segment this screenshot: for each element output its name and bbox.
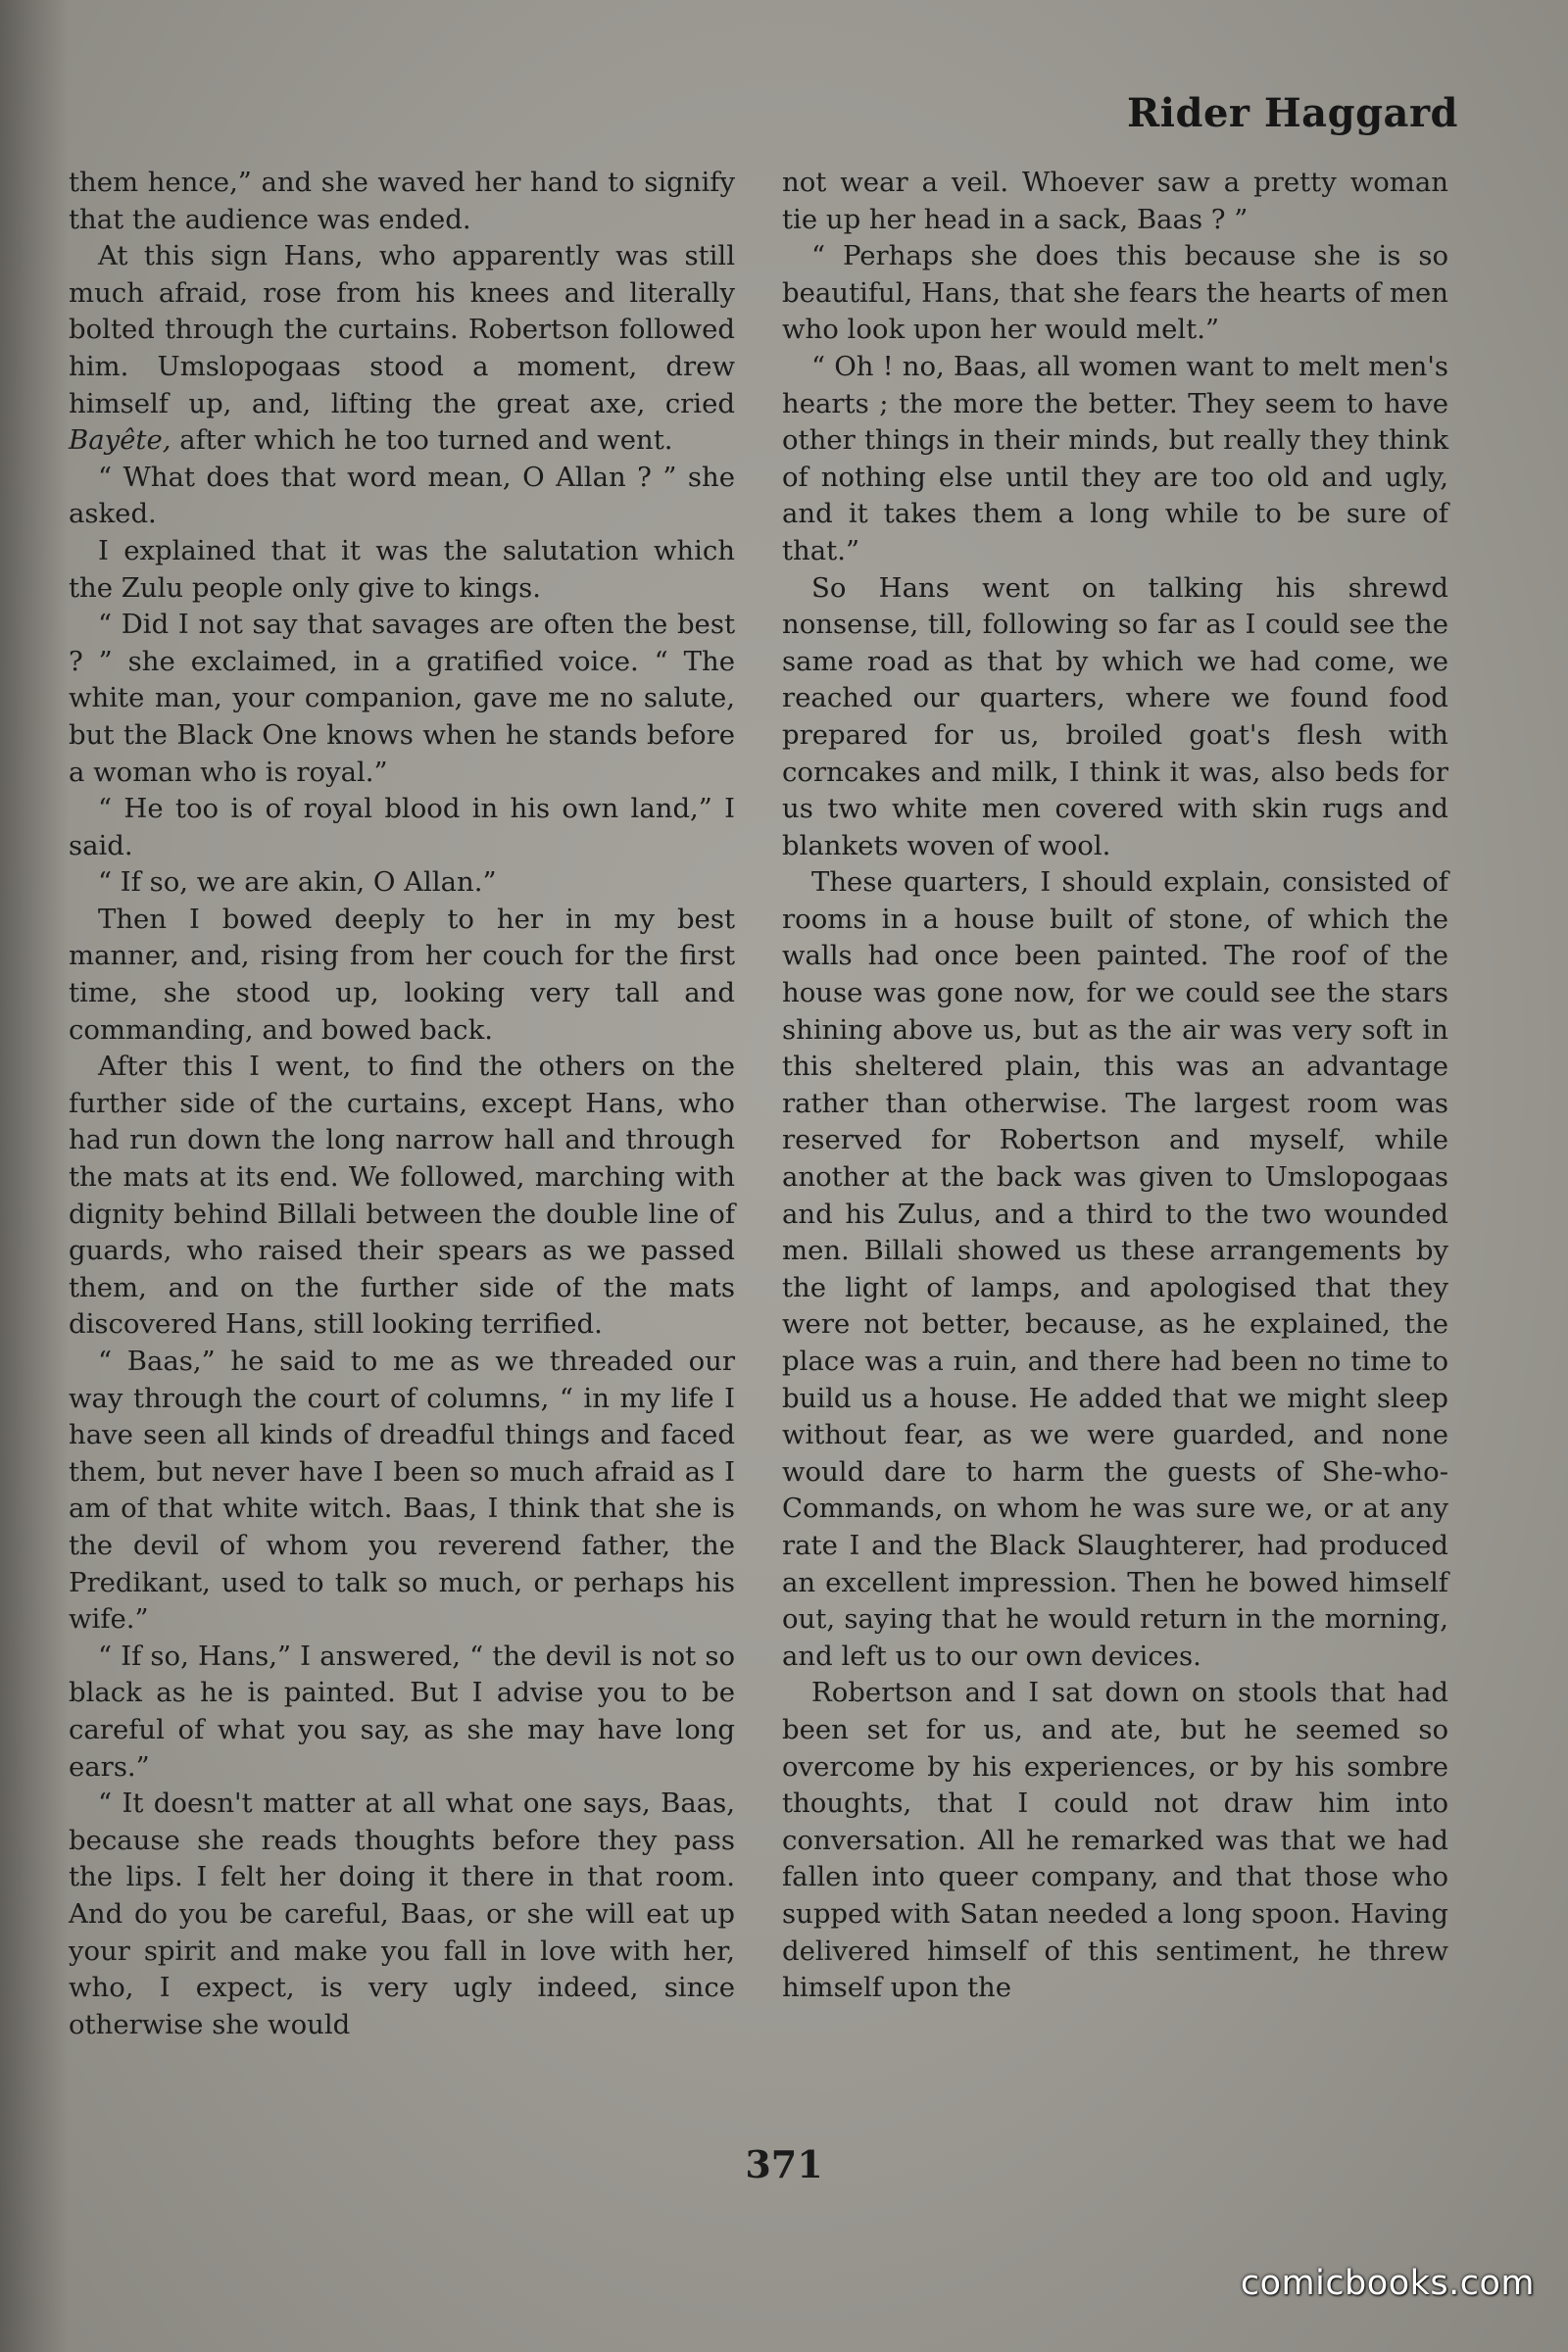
paragraph-text: after which he too turned and went. bbox=[171, 424, 673, 457]
paragraph: not wear a veil. Whoever saw a pretty woman tie up her head in a sack, Baas ? ” bbox=[782, 167, 1448, 235]
paragraph: “ What does that word mean, O Allan ? ” she asked. bbox=[69, 461, 735, 530]
paragraph: Then I bowed deeply to her in my best manner, and, rising from her couch for the first time, she stood up, looking very tall and commanding, and bowed back. bbox=[69, 903, 735, 1046]
page-number: 371 bbox=[745, 2142, 823, 2186]
paragraph: After this I went, to find the others on the further side of the curtains, except Hans, who had run down the long narrow hall and through the mats at its end. We followed, marching with dignity behind Billali between the double line of guards, who raised their spears as we passed them, and on the further side of the mats discovered Hans, still looking terrified. bbox=[69, 1051, 735, 1341]
paragraph: them hence,” and she waved her hand to signify that the audience was ended. bbox=[69, 167, 735, 235]
right-column bbox=[782, 165, 1448, 2007]
paragraph: So Hans went on talking his shrewd nonsense, till, following so far as I could see the same road as that by which we had come, we reached our quarters, where we found food prepared for us, broiled goat's flesh with corncakes and milk, I think it was, also beds for us two white men covered with skin rugs and blankets woven of wool. bbox=[782, 571, 1448, 861]
italic-word: Bayête, bbox=[69, 424, 172, 457]
watermark-text: comicbooks.com bbox=[1240, 2264, 1535, 2303]
paragraph: “ Perhaps she does this because she is so beautiful, Hans, that she fears the hearts of men who look upon her would melt.” bbox=[782, 240, 1448, 346]
running-head: Rider Haggard bbox=[1127, 90, 1458, 136]
paragraph: I explained that it was the salutation which the Zulu people only give to kings. bbox=[69, 534, 735, 604]
paragraph: “ If so, Hans,” I answered, “ the devil is not so black as he is painted. But I advise you to be careful of what you say, as she may have long ears.” bbox=[69, 1640, 735, 1783]
paragraph: Robertson and I sat down on stools that had been set for us, and ate, but he seemed so overcome by his experiences, or by his sombre thoughts, that I could not draw him into conversation. All he remarked was that we had fallen into queer company, and that those who supped with Satan needed a long spoon. Having delivered himself of this sentiment, he threw himself upon the bbox=[782, 1677, 1448, 2004]
gutter-shadow bbox=[0, 0, 69, 2352]
paragraph: “ He too is of royal blood in his own land,” I said. bbox=[69, 793, 735, 861]
paragraph: “ Baas,” he said to me as we threaded our way through the court of columns, “ in my life I have seen all kinds of dreadful things and faced them, but never have I been so much afraid as I am of that white witch. Baas, I think that she is the devil of whom you reverend father, the Predikant, used to talk so much, or perhaps his wife.” bbox=[69, 1346, 735, 1636]
paragraph: “ If so, we are akin, O Allan.” bbox=[98, 866, 497, 899]
paragraph: “ Oh ! no, Baas, all women want to melt men's hearts ; the more the better. They seem to have other things in their minds, but really they think of nothing else until they are too old and ugly, and it takes them a long while to be sure of that.” bbox=[782, 350, 1448, 566]
paragraph bbox=[69, 238, 735, 460]
paragraph-text: At this sign Hans, who apparently was still much afraid, rose from his knees and literally bolted through the curtains. Robertson followed him. Umslopogaas stood a moment, drew himself up, and, lifting the great axe, cried bbox=[69, 240, 735, 419]
paragraph: “ Did I not say that savages are often the best ? ” she exclaimed, in a gratified voice. “ The white man, your companion, gave me no salute, but the Black One knows when he stands before a woman who is royal.” bbox=[69, 609, 735, 788]
left-column bbox=[69, 165, 735, 2043]
paragraph: These quarters, I should explain, consisted of rooms in a house built of stone, of which the walls had once been painted. The roof of the house was gone now, for we could see the stars shining above us, but as the air was very soft in this sheltered plain, this was an advantage rather than otherwise. The largest room was reserved for Robertson and myself, while another at the back was given to Umslopogaas and his Zulus, and a third to the two wounded men. Billali showed us these arrangements by the light of lamps, and apologised that they were not better, because, as he explained, the place was a ruin, and there had been no time to build us a house. He added that we might sleep without fear, as we were guarded, and none would dare to harm the guests of She-who-Commands, on whom he was sure we, or at any rate I and the Black Slaughterer, had produced an excellent impression. Then he bowed himself out, saying that he would return in the morning, and left us to our own devices. bbox=[782, 866, 1448, 1672]
paragraph: “ It doesn't matter at all what one says, Baas, because she reads thoughts before they pass the lips. I felt her doing it there in that room. And do you be careful, Baas, or she will eat up your spirit and make you fall in love with her, who, I expect, is very ugly indeed, since otherwise she would bbox=[69, 1788, 735, 2040]
